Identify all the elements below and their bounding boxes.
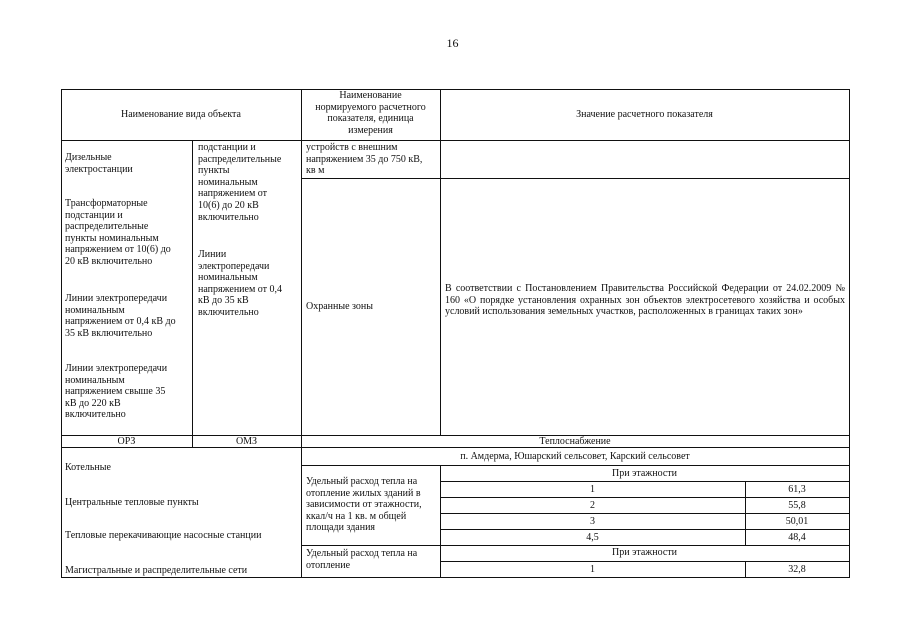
object-transformer-line-3: распределительные bbox=[65, 221, 149, 233]
floors-cell: 1 bbox=[590, 484, 595, 495]
value-cell: 61,3 bbox=[788, 484, 806, 495]
object-lines-high-line-5: включительно bbox=[65, 409, 126, 421]
subobject-lines-line-5: кВ до 35 кВ bbox=[198, 295, 249, 307]
floors-header: При этажности bbox=[612, 468, 677, 479]
header-object-type: Наименование вида объекта bbox=[120, 109, 241, 120]
subobject-lines-line-4: напряжением от 0,4 bbox=[198, 283, 283, 295]
indicator-heating-line-1: Удельный расход тепла на bbox=[306, 548, 418, 559]
indicator-column-rule bbox=[301, 89, 302, 578]
indicator-residential-line-3: зависимости от этажности, bbox=[306, 499, 422, 511]
object-lines-high-line-1: Линии электропередачи bbox=[65, 363, 168, 374]
floors-header-rule bbox=[440, 481, 850, 482]
code-omz: ОМЗ bbox=[235, 436, 258, 447]
object-diesel-line-1: Дизельные bbox=[65, 152, 112, 163]
object-transformer-line-5: напряжением от 10(6) до bbox=[65, 244, 171, 256]
object-lines-low-line-3: напряжением от 0,4 кВ до bbox=[65, 316, 176, 328]
object-transformer-line-6: 20 кВ включительно bbox=[65, 256, 153, 267]
object-lines-low-line-4: 35 кВ включительно bbox=[65, 327, 153, 339]
floors-cell: 4,5 bbox=[586, 532, 599, 543]
object-diesel-line-2: электростанции bbox=[65, 163, 133, 175]
subobject-substations-line-2: распределительные bbox=[198, 153, 282, 165]
floors-header-rule-2 bbox=[440, 561, 850, 562]
protected-zones-label: Охранные зоны bbox=[306, 301, 373, 312]
value-column-rule-top bbox=[440, 89, 441, 436]
subobject-substations-line-3: пункты bbox=[198, 165, 230, 177]
subobject-column-rule bbox=[192, 140, 193, 448]
protected-zones-value: В соответствии с Постановлением Правительства Российской Федерации от 24.02.2009 № 160 «О порядке установления охранных зон объектов электросетевого хозяйства и особых условий использования земельных участков, расположенных в границах таких зон» bbox=[445, 283, 845, 318]
device-row-rule bbox=[301, 178, 850, 179]
floors-cell-last: 1 bbox=[590, 564, 595, 575]
page-number: 16 bbox=[446, 36, 459, 50]
subobject-substations-line-6: 10(6) до 20 кВ bbox=[198, 200, 259, 211]
indicator-block-rule bbox=[301, 545, 850, 546]
value-cell-last: 32,8 bbox=[788, 564, 806, 575]
object-lines-high-line-3: напряжением свыше 35 bbox=[65, 386, 166, 398]
indicator-residential-line-2: отопление жилых зданий в bbox=[306, 487, 421, 499]
floors-row-rule-1 bbox=[440, 497, 850, 498]
subobject-substations-line-4: номинальным bbox=[198, 176, 258, 188]
object-central-points: Центральные тепловые пункты bbox=[65, 497, 199, 508]
floors-row-rule-3 bbox=[440, 529, 850, 530]
indicator-heating-line-2: отопление bbox=[306, 559, 351, 571]
subobject-substations-line-5: напряжением от bbox=[198, 188, 268, 200]
subobject-lines-line-1: Линии bbox=[198, 249, 227, 260]
header-value: Значение расчетного показателя bbox=[576, 109, 713, 120]
table-border-right bbox=[849, 89, 850, 578]
device-text-line-3: кв м bbox=[306, 165, 325, 177]
subobject-lines-line-2: электропередачи bbox=[198, 260, 270, 272]
header-indicator-line-1: Наименование bbox=[339, 90, 402, 101]
device-text-line-2: напряжением 35 до 750 кВ, bbox=[306, 153, 423, 165]
subobject-lines-line-6: включительно bbox=[198, 307, 259, 318]
device-text-line-1: устройств с внешним bbox=[306, 142, 398, 153]
object-lines-low-line-1: Линии электропередачи bbox=[65, 293, 168, 304]
value-cell: 50,01 bbox=[785, 516, 809, 527]
object-transformer-line-4: пункты номинальным bbox=[65, 232, 159, 244]
value-cell: 55,8 bbox=[788, 500, 806, 511]
floors-cell: 3 bbox=[590, 516, 595, 527]
table-border-top bbox=[61, 89, 850, 90]
object-boilers: Котельные bbox=[65, 462, 111, 473]
settlements-rule bbox=[301, 465, 850, 466]
code-orz: ОРЗ bbox=[117, 436, 136, 447]
table-border-bottom bbox=[61, 577, 850, 578]
object-pumping-stations: Тепловые перекачивающие насосные станции bbox=[65, 530, 262, 541]
object-transformer-line-1: Трансформаторные bbox=[65, 198, 148, 209]
object-transformer-line-2: подстанции и bbox=[65, 209, 123, 221]
table-border-left bbox=[61, 89, 62, 578]
floors-header-2: При этажности bbox=[612, 547, 677, 558]
header-indicator-line-3: показателя, единица bbox=[327, 113, 414, 125]
floors-row-rule-2 bbox=[440, 513, 850, 514]
value-cell: 48,4 bbox=[788, 532, 806, 543]
heat-section-title: Теплоснабжение bbox=[539, 436, 611, 447]
indicator-residential-line-1: Удельный расход тепла на bbox=[306, 476, 418, 487]
subobject-lines-line-3: номинальным bbox=[198, 272, 258, 284]
header-indicator-line-4: измерения bbox=[348, 124, 393, 136]
heat-settlements: п. Амдерма, Юшарский сельсовет, Карский сельсовет bbox=[460, 451, 690, 462]
object-networks: Магистральные и распределительные сети bbox=[65, 565, 248, 576]
object-lines-high-line-4: кВ до 220 кВ bbox=[65, 397, 121, 409]
subobject-substations-line-7: включительно bbox=[198, 211, 259, 223]
object-lines-low-line-2: номинальным bbox=[65, 304, 125, 316]
indicator-residential-line-5: площади здания bbox=[306, 522, 376, 534]
subobject-substations-line-1: подстанции и bbox=[198, 142, 256, 153]
header-indicator-line-2: нормируемого расчетного bbox=[315, 101, 426, 113]
object-lines-high-line-2: номинальным bbox=[65, 374, 125, 386]
floors-cell: 2 bbox=[590, 500, 595, 511]
header-bottom-rule bbox=[61, 140, 850, 141]
indicator-residential-line-4: ккал/ч на 1 кв. м общей bbox=[306, 510, 407, 522]
